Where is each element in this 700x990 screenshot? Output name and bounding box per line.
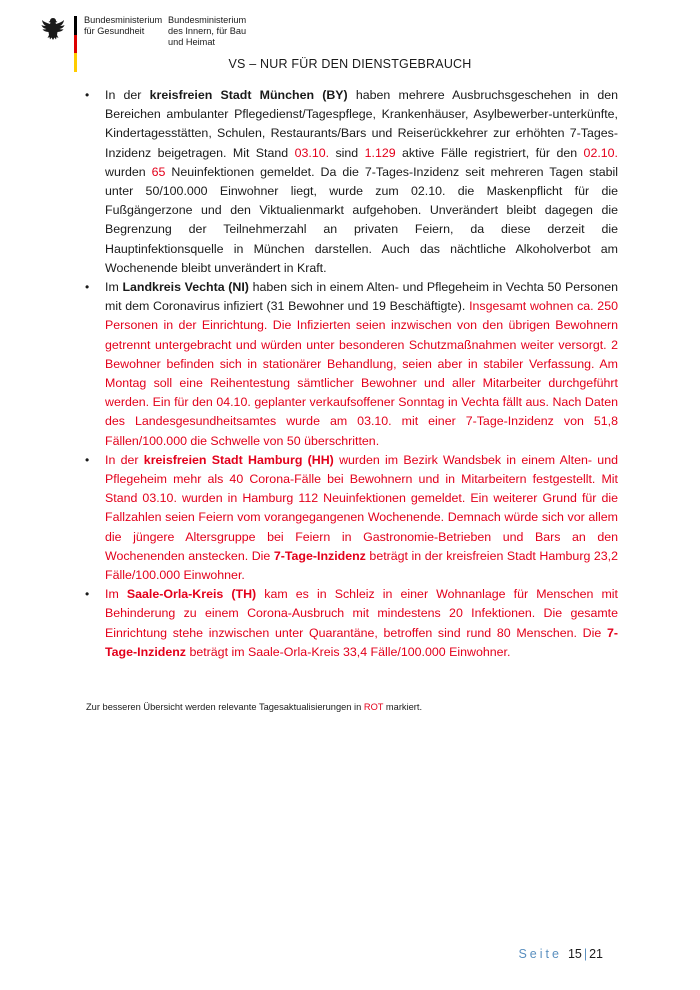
bullet-text: wurden im Bezirk Wandsbek in einem Alten- und Pflegeheim mehr als 40 Corona-Fälle bei Bewohnern und in Mitarbeitern festgestellt. Mit Stand 03.10. wurden in Hamburg 112 Neuinfektionen gemeldet. Ein weiterer Grund für die Fallzahlen seien Feiern vom vorangegangenen Wochenende. Demnach würde sich vor allem die jüngere Altersgruppe bei Feiern in Gastronomie-Betrieben und Bars an den Wochenenden anstecken. Die <box>105 452 618 563</box>
bullet-text: 65 <box>151 164 166 179</box>
flag-black <box>74 16 77 35</box>
total-pages: 21 <box>589 947 603 961</box>
ministry-health-line: für Gesundheit <box>84 26 145 36</box>
footnote-text: Zur besseren Übersicht werden relevante Tagesaktualisierungen in <box>86 702 364 712</box>
bullet-dot-icon: • <box>85 452 90 467</box>
ministry-health-line: Bundesministerium <box>84 15 163 25</box>
footnote-highlight: ROT <box>363 702 384 712</box>
bullet-item <box>86 278 618 451</box>
document-body <box>86 86 618 662</box>
bullet-text: wurden <box>105 164 152 179</box>
bullet-bold-text: 7-Tage-Inzidenz <box>105 625 618 659</box>
bullet-dot-icon: • <box>85 88 90 102</box>
bullet-text: Neuinfektionen gemeldet. Da die 7-Tages-Inzidenz seit mehreren Tagen stabil unter 50/100.000 Einwohner liegt, wurde zum 02.10. die Maskenpflicht für die Fußgängerzone und den Viktualienmarkt aufgehoben. Unverändert bleibt dagegen die Begrenzung der Teilnehmerzahl an privaten Feiern, da diese derzeit die Hauptinfektionsquelle in München darstellen. Auch das nächtliche Alkoholverbot am Wochenende bleibt unverändert in Kraft. <box>105 164 618 275</box>
bullet-item <box>86 585 618 662</box>
page-separator: | <box>583 947 588 961</box>
page-label: Seite <box>518 947 562 961</box>
bullet-text: beträgt in der kreisfreien Stadt Hamburg 23,2 Fälle/100.000 Einwohner. <box>105 548 618 583</box>
flag-red <box>74 35 77 54</box>
bullet-text: Im <box>105 280 123 295</box>
page-number <box>518 947 603 961</box>
current-page: 15 <box>567 947 582 961</box>
bullet-text: 02.10. <box>583 145 618 160</box>
bullet-text: haben sich in einem Alten- und Pflegeheim in Vechta 50 Personen mit dem Coronavirus infiziert (31 Bewohner und 19 Beschäftigte). <box>105 280 618 314</box>
bullet-text: In der <box>105 452 144 467</box>
bullet-text: In der <box>105 88 150 102</box>
bullet-text: beträgt im Saale-Orla-Kreis 33,4 Fälle/100.000 Einwohner. <box>186 644 511 659</box>
bullet-dot-icon: • <box>85 280 90 295</box>
ministry-interior <box>168 15 246 48</box>
bullet-item <box>86 451 618 585</box>
bullet-bold-text: Saale-Orla-Kreis (TH) <box>126 587 257 602</box>
bullet-text: kam es in Schleiz in einer Wohnanlage für Menschen mit Behinderung zu einem Corona-Ausbruch mit mindestens 20 Infektionen. Die gesamte Einrichtung stehe inzwischen unter Quarantäne, betroffen sind rund 80 Menschen. Die <box>105 587 618 640</box>
ministry-interior-line: des Innern, für Bau <box>168 26 247 36</box>
bullet-bold-text: kreisfreien Stadt München (BY) <box>149 88 348 102</box>
bullet-text: haben mehrere Ausbruchsgeschehen in den Bereichen ambulanter Pflegedienst/Tagespflege, Krankenhäuser, Asylbewerber-unterkünfte, Kindertagesstätten, Schulen, Restaurants/Bars und Reiserückkehrer zur erhöhten 7-Tages-Inzidenz beigetragen. Mit Stand <box>105 88 619 160</box>
bullet-bold-text: Landkreis Vechta (NI) <box>122 280 249 295</box>
federal-eagle-icon <box>40 16 66 42</box>
bullet-text: aktive Fälle registriert, für den <box>395 145 584 160</box>
ministry-health <box>84 15 162 37</box>
bullet-bold-text: 7-Tage-Inzidenz <box>273 548 366 563</box>
footnote-text-end: markiert. <box>383 702 423 712</box>
bullet-dot-icon: • <box>85 587 90 602</box>
bullet-bold-text: kreisfreien Stadt Hamburg (HH) <box>143 452 334 467</box>
ministry-interior-line: Bundesministerium <box>168 15 247 25</box>
bullet-list <box>86 86 618 662</box>
classification-label: VS – NUR FÜR DEN DIENSTGEBRAUCH <box>228 57 472 71</box>
bullet-text: Insgesamt wohnen ca. 250 Personen in der Einrichtung. Die Infizierten seien inzwischen von den übrigen Bewohnern getrennt untergebracht und würden unter besonderen Schutzmaßnahmen weiter versorgt. 2 Bewohner befinden sich in stationärer Behandlung, seien aber in stabiler Verfassung. Am Montag soll eine Reihentestung sämtlicher Bewohner und aller Mitarbeiter durchgeführt werden. Ein für den 04.10. geplanter verkaufsoffener Sonntag in Vechta fällt aus. Nach Daten des Landesgesundheitsamtes wurde am 03.10. mit einer 7-Tage-Inzidenz von 51,8 Fällen/100.000 die Schwelle von 50 überschritten. <box>105 299 618 448</box>
ministry-interior-line: und Heimat <box>168 37 215 47</box>
bullet-item <box>86 86 618 278</box>
bullet-text: sind <box>329 145 365 160</box>
bullet-text: 1.129 <box>364 145 396 160</box>
footnote <box>86 702 422 712</box>
bullet-text: Im <box>105 587 127 602</box>
bullet-text: 03.10. <box>294 145 330 160</box>
